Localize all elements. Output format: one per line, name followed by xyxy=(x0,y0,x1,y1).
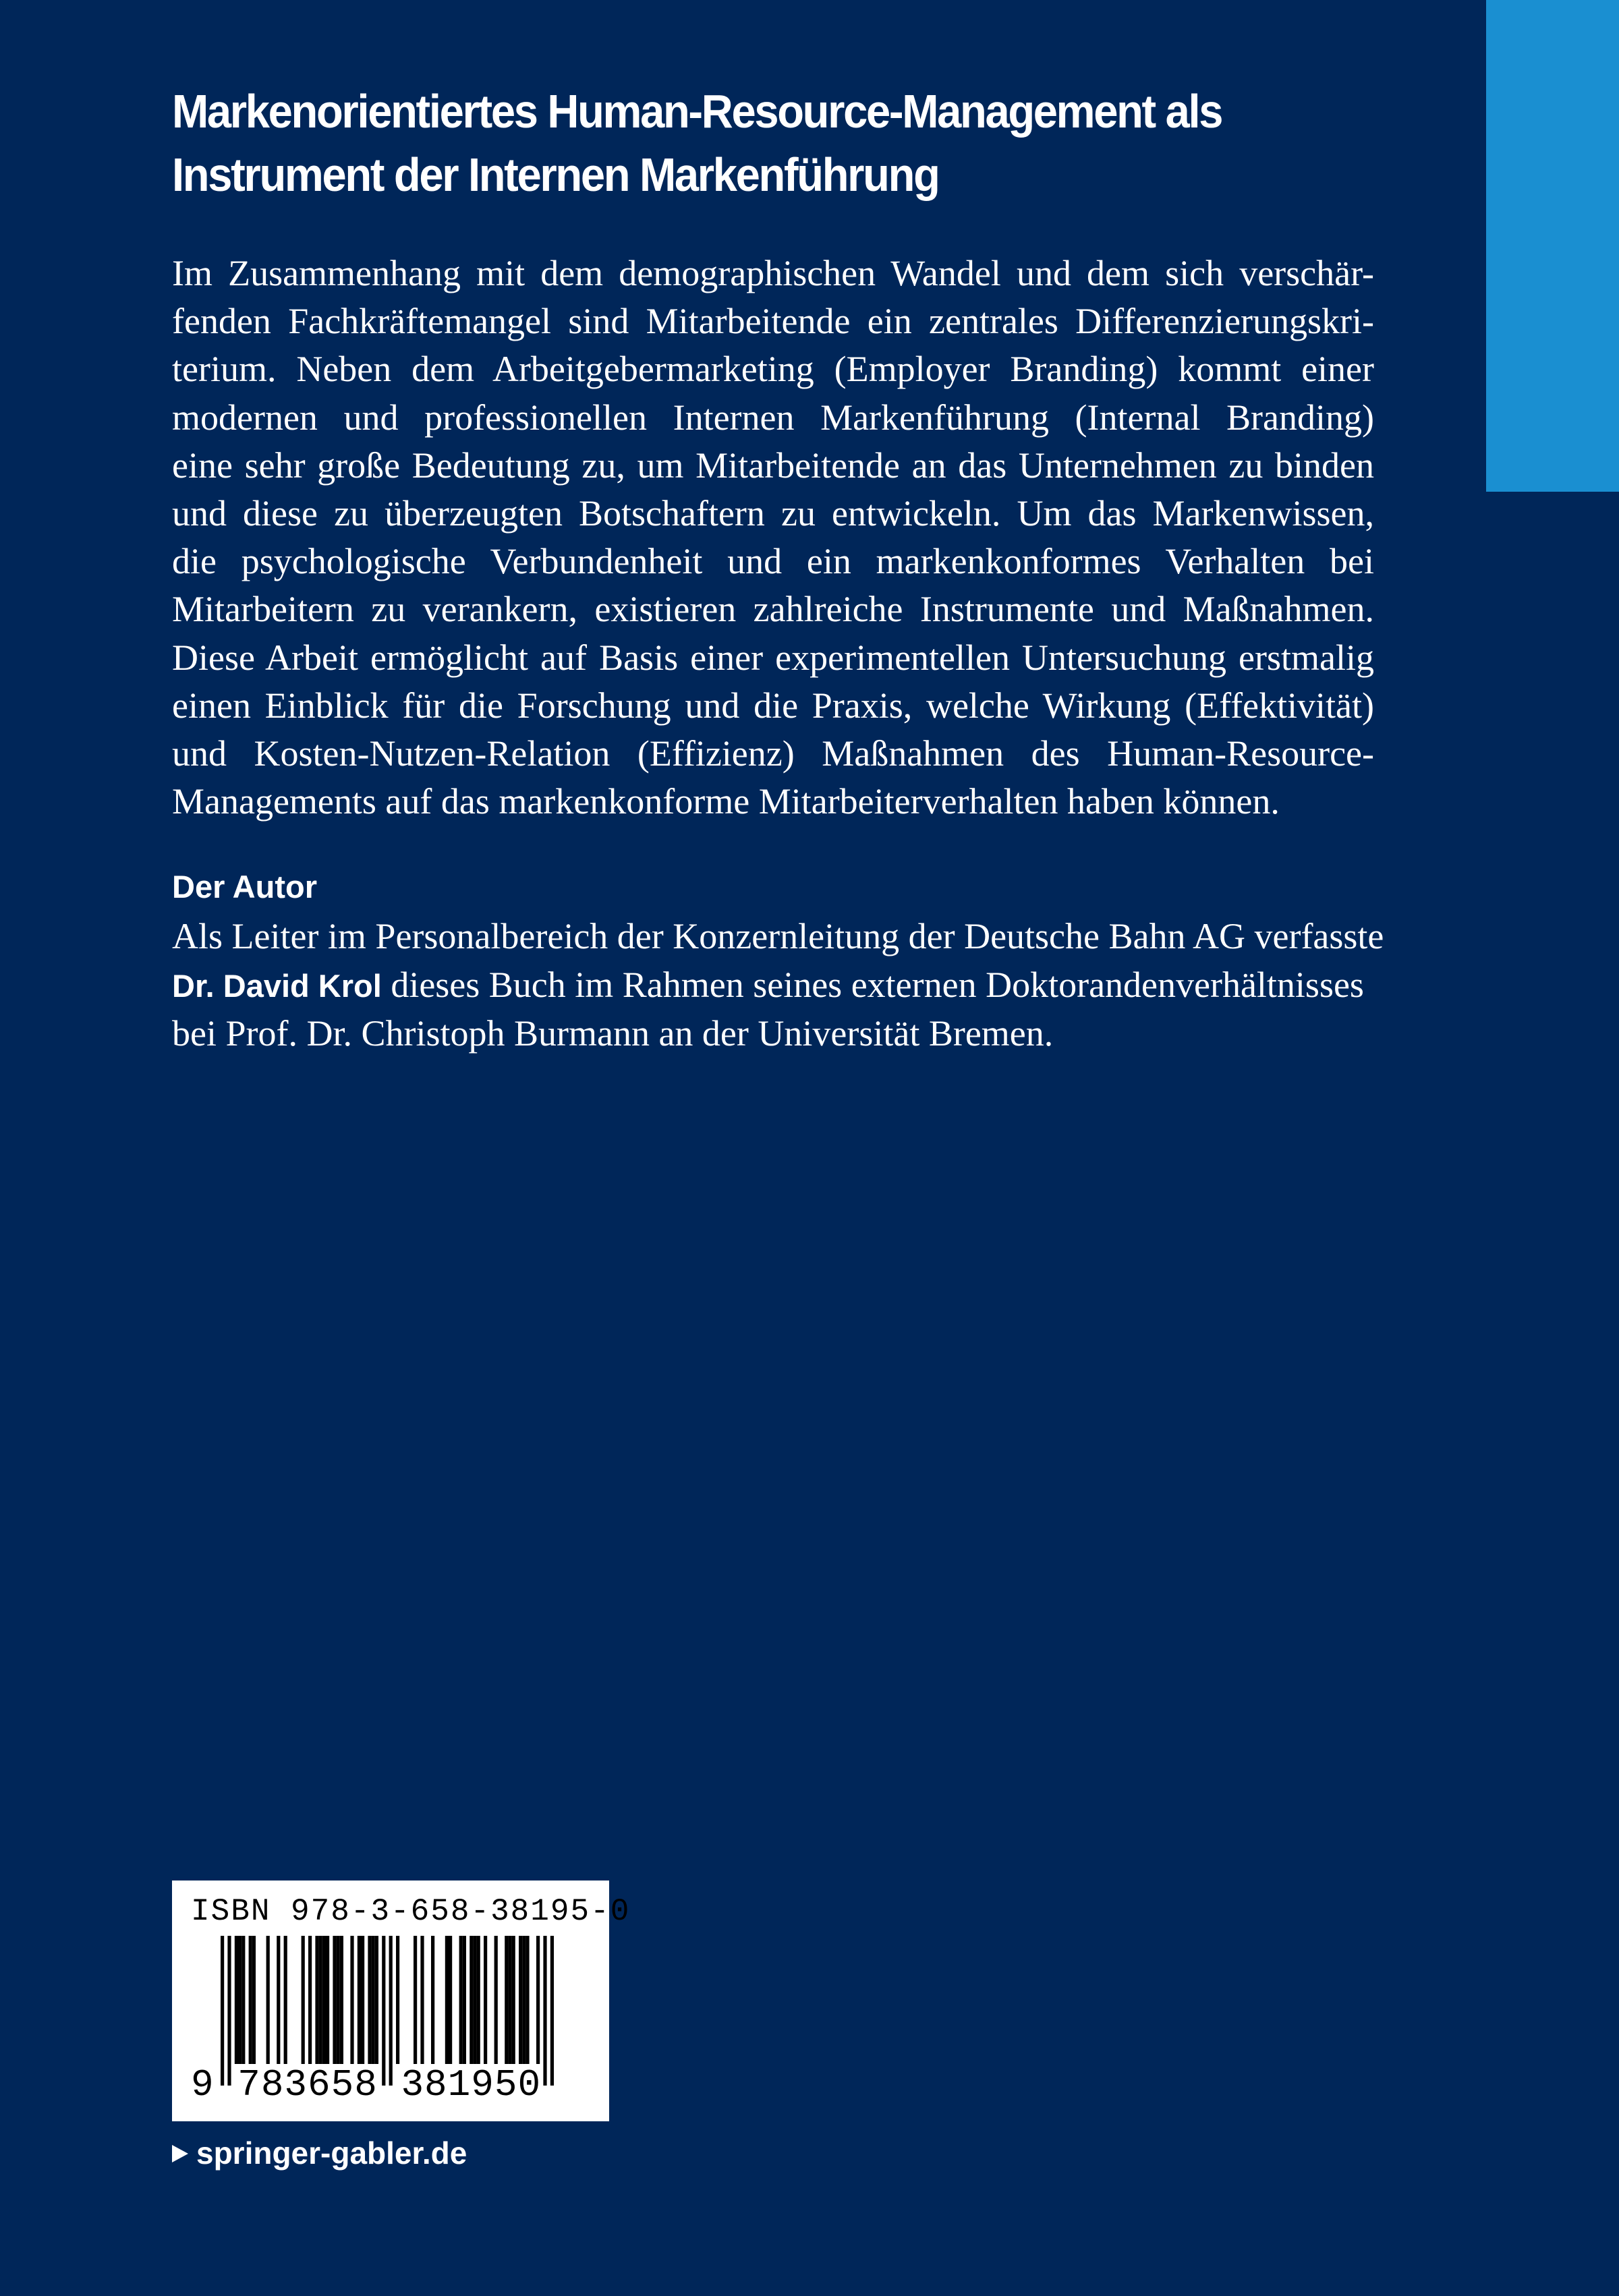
barcode-bar xyxy=(337,1936,340,2064)
barcode-bar xyxy=(266,1936,270,2064)
blurb-line: eine sehr große Bedeutung zu, um Mitarbeitende an das Unternehmen zu binden xyxy=(172,444,1374,486)
blurb-line: und diese zu überzeugten Botschaftern zu entwickeln. Um das Markenwissen, xyxy=(172,493,1374,534)
barcode-bar xyxy=(477,1936,480,2064)
blurb-line: Im Zusammenhang mit dem demographischen Wandel und dem sich verschär- xyxy=(172,253,1374,293)
barcode-bar xyxy=(308,1936,312,2064)
barcode-bar xyxy=(526,1936,529,2064)
barcode-bar xyxy=(277,1936,280,2064)
blurb-line: fenden Fachkräftemangel sind Mitarbeitende ein zentrales Differenzierungskri- xyxy=(172,301,1374,342)
barcode-bar xyxy=(375,1936,378,2064)
barcode-bar xyxy=(252,1936,256,2064)
arrow-right-icon xyxy=(172,2145,188,2162)
blurb-line: Managements auf das markenkonforme Mitarbeiterverhalten haben können. xyxy=(172,781,1280,822)
barcode-bar xyxy=(512,1936,515,2064)
barcode-bar xyxy=(449,1936,452,2064)
title-line-2: Instrument der Internen Markenführung xyxy=(172,148,939,201)
author-bio-line-2 xyxy=(172,961,1386,1010)
blurb-line: Diese Arbeit ermöglicht auf Basis einer experimentellen Untersuchung erstmalig xyxy=(172,637,1374,678)
blurb-line: terium. Neben dem Arbeitgebermarketing (Employer Branding) kommt einer xyxy=(172,349,1374,390)
barcode-bar xyxy=(519,1936,522,2064)
barcode-bar xyxy=(420,1936,424,2064)
barcode-bar xyxy=(302,1936,305,2064)
barcode-bar xyxy=(368,1936,371,2064)
barcode-bar xyxy=(242,1936,245,2064)
barcode-bar xyxy=(508,1936,511,2064)
blurb-line: die psychologische Verbundenheit und ein markenkonformes Verhalten bei xyxy=(172,541,1374,582)
barcode-bar xyxy=(315,1936,318,2064)
barcode-bar xyxy=(470,1936,473,2064)
publisher-url: springer-gabler.de xyxy=(196,2135,467,2171)
barcode-bar xyxy=(431,1936,434,2064)
author-bio xyxy=(172,913,1386,1058)
barcode-bar xyxy=(361,1936,364,2064)
barcode-bar xyxy=(333,1936,336,2064)
barcode-bar xyxy=(235,1936,238,2064)
blurb-line: modernen und professionellen Internen Markenführung (Internal Branding) xyxy=(172,397,1374,438)
author-bio-line-3: bei Prof. Dr. Christoph Burmann an der Universität Bremen. xyxy=(172,1013,1054,1054)
book-blurb xyxy=(172,250,1374,826)
barcode-bar xyxy=(463,1936,466,2064)
barcode-bar xyxy=(284,1936,287,2064)
barcode-bar xyxy=(536,1936,540,2064)
barcode-digits: 9 783658 381950 xyxy=(191,2063,542,2106)
barcode-bar xyxy=(505,1936,508,2064)
barcode-bar xyxy=(445,1936,449,2064)
barcode-bar xyxy=(319,1936,322,2064)
barcode-bar xyxy=(350,1936,353,2064)
barcode-bar xyxy=(550,1936,554,2086)
author-heading: Der Autor xyxy=(172,869,317,905)
barcode-bar xyxy=(372,1936,375,2064)
barcode-bar xyxy=(414,1936,417,2064)
barcode-bar xyxy=(459,1936,463,2064)
isbn-label: ISBN 978-3-658-38195-0 xyxy=(191,1894,631,1929)
barcode-bar xyxy=(494,1936,498,2064)
author-name: Dr. David Krol xyxy=(172,967,382,1004)
barcode-bar xyxy=(358,1936,361,2064)
barcode-bar xyxy=(322,1936,326,2064)
barcode-bar xyxy=(249,1936,252,2064)
barcode-bar xyxy=(484,1936,487,2064)
title-line-1: Markenorientiertes Human-Resource-Management als xyxy=(172,85,1222,138)
barcode-bar xyxy=(238,1936,242,2064)
barcode-bar xyxy=(473,1936,476,2064)
blurb-line: Mitarbeitern zu verankern, existieren zahlreiche Instrumente und Maßnahmen. xyxy=(172,589,1374,630)
author-bio-line-1: Als Leiter im Personalbereich der Konzernleitung der Deutsche Bahn AG verfasste xyxy=(172,916,1384,956)
blurb-line: einen Einblick für die Forschung und die Praxis, welche Wirkung (Effektivität) xyxy=(172,685,1374,726)
barcode-bar xyxy=(340,1936,343,2064)
book-title xyxy=(172,80,1364,206)
publisher-link[interactable] xyxy=(172,2133,467,2173)
accent-bar xyxy=(1486,0,1619,492)
blurb-line: und Kosten-Nutzen-Relation (Effizienz) Maßnahmen des Human-Resource- xyxy=(172,733,1374,774)
barcode-bar xyxy=(543,1936,546,2086)
barcode-bar xyxy=(326,1936,329,2064)
author-bio-line-2-rest: dieses Buch im Rahmen seines externen Doktorandenverhältnisses xyxy=(381,964,1364,1005)
barcode-bar xyxy=(522,1936,526,2064)
isbn-barcode xyxy=(172,1881,631,2121)
barcode-bar xyxy=(396,1936,399,2064)
